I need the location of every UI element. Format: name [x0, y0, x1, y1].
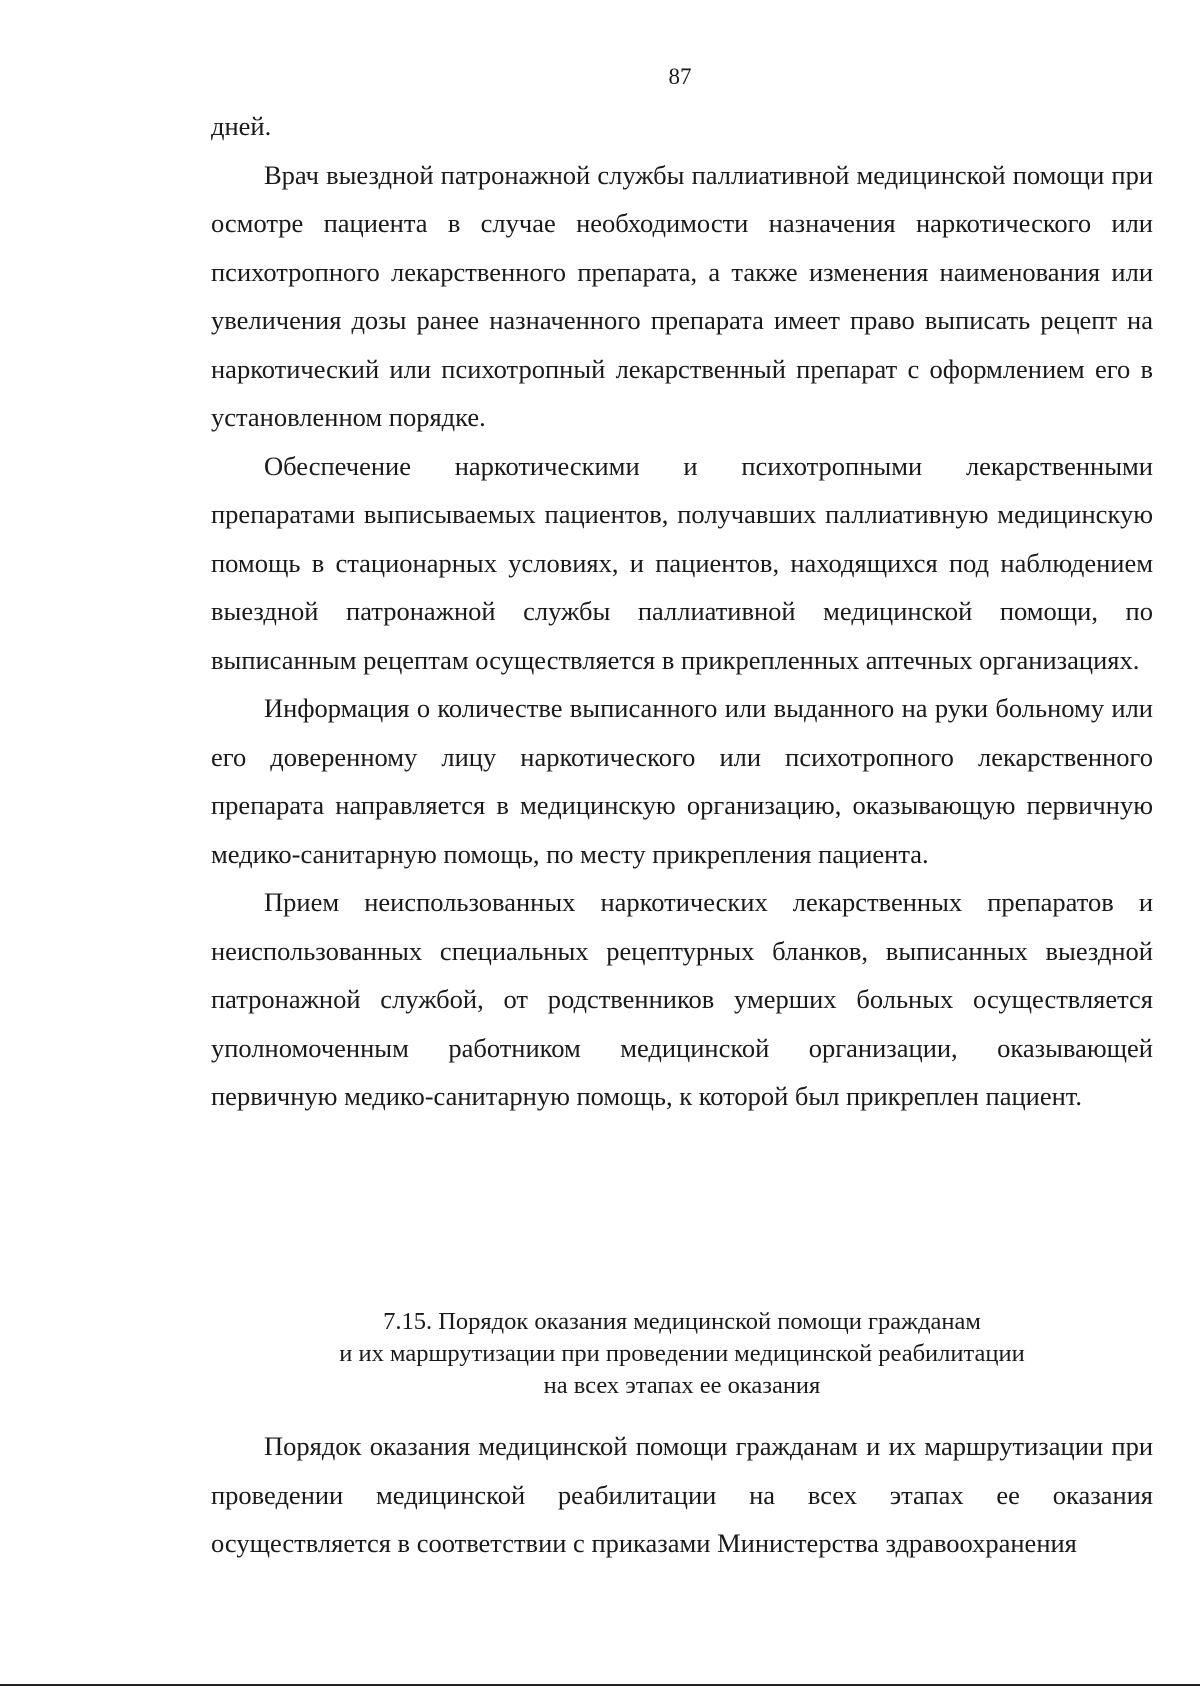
section-heading-line-2: и их маршрутизации при проведении медицинской реабилитации	[339, 1340, 1025, 1367]
paragraph-unused-drugs: Прием неиспользованных наркотических лекарственных препаратов и неиспользованных специальных рецептурных бланков, выписанных выездной патронажной службой, от родственников умерших больных осуществляется уполномоченным работником медицинской организации, оказывающей первичную медико-санитарную помощь, к которой был прикреплен пациент.	[211, 887, 1153, 1111]
section-body-text	[211, 1422, 1153, 1568]
body-text	[211, 102, 1153, 1121]
paragraph-rehabilitation-order: Порядок оказания медицинской помощи гражданам и их маршрутизации при проведении медицинской реабилитации на всех этапах ее оказания осуществляется в соответствии с приказами Министерства здравоохранения	[211, 1431, 1153, 1558]
page-number: 87	[668, 64, 692, 89]
section-heading	[211, 1306, 1153, 1402]
page-bottom-edge	[0, 1684, 1200, 1686]
continuation-text: дней.	[211, 111, 272, 141]
paragraph-information-transfer: Информация о количестве выписанного или выданного на руки больному или его доверенному лицу наркотического или психотропного лекарственного препарата направляется в медицинскую организацию, оказывающую первичную медико-санитарную помощь, по месту прикрепления пациента.	[211, 693, 1153, 869]
section-heading-line-3: на всех этапах ее оказания	[543, 1372, 821, 1399]
section-heading-line-1: 7.15. Порядок оказания медицинской помощи гражданам	[383, 1308, 981, 1335]
paragraph-drug-provision: Обеспечение наркотическими и психотропными лекарственными препаратами выписываемых пациентов, получавших паллиативную медицинскую помощь в стационарных условиях, и пациентов, находящихся под наблюдением выездной патронажной службы паллиативной медицинской помощи, по выписанным рецептам осуществляется в прикрепленных аптечных организациях.	[211, 450, 1153, 675]
paragraph-doctor-prescription: Врач выездной патронажной службы паллиативной медицинской помощи при осмотре пациента в случае необходимости назначения наркотического или психотропного лекарственного препарата, а также изменения наименования или увеличения дозы ранее назначенного препарата имеет право выписать рецепт на наркотический или психотропный лекарственный препарат с оформлением его в установленном порядке.	[211, 159, 1153, 432]
